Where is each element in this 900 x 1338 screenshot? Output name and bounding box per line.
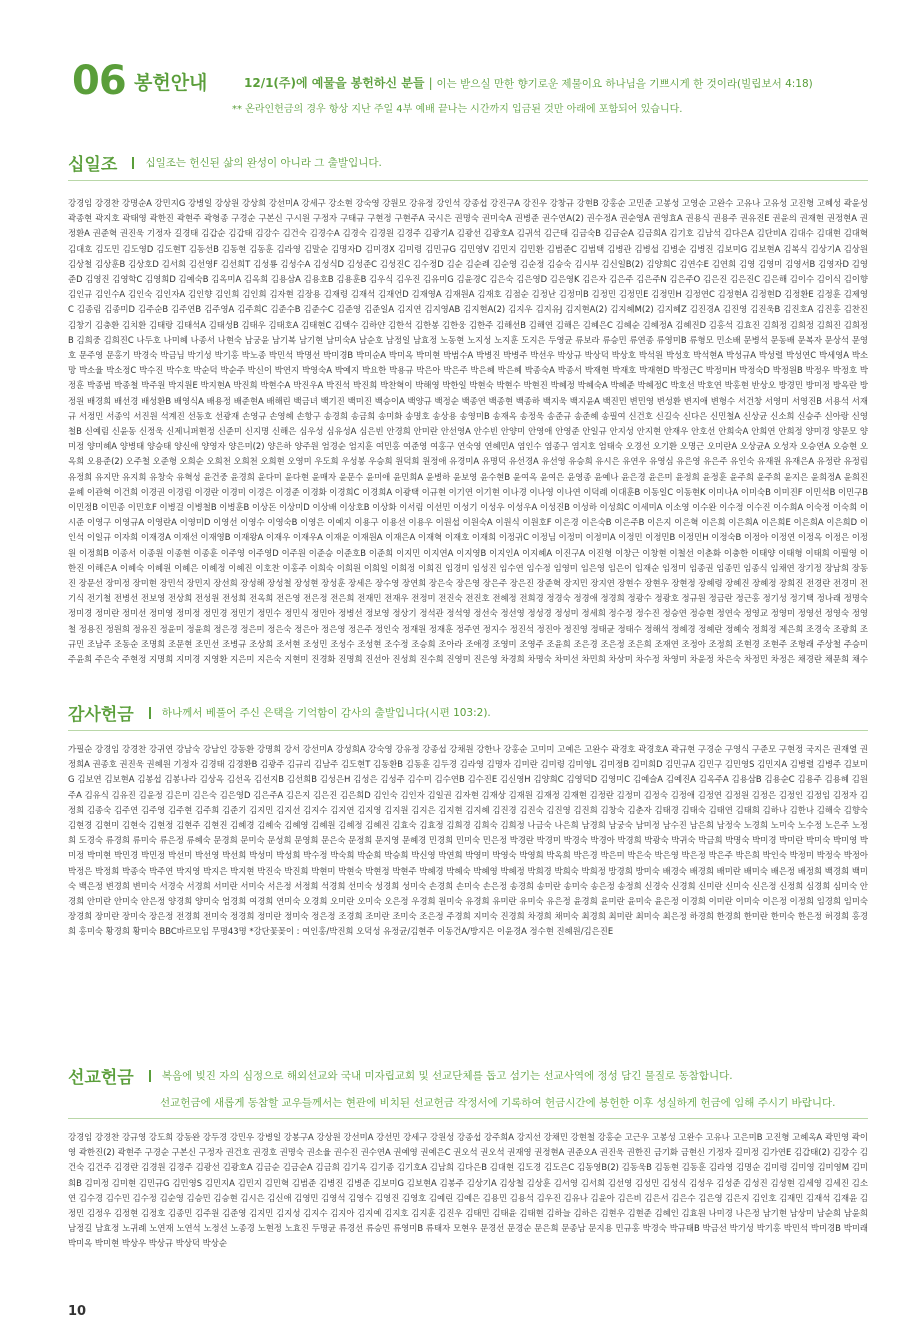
mission-section-header bbox=[68, 1063, 868, 1093]
header-verse: 이는 받으실 만한 향기로운 제물이요 하나님을 기쁘시게 한 것이라(빌립보서 4:18) bbox=[436, 78, 813, 90]
tithe-names: 강경임 강경찬 강명순A 강민지G 강병일 강상원 강상희 강선미A 강세구 강소현 강숙영 강원모 강유정 강인석 강종섭 강진구A 강진우 강창규 강현B 강홍순 고민준 고봉성 고영순 고완수 고유나 고유성 고진형 고혜성 곽윤성 곽종현 곽지호 곽태영 곽한진 곽현주 곽형종 구경순 구본신 구시원 구정자 구태규 구현정 구현주A 국시은 권명숙 권미숙A 권병준 권수연A(2) 권수정A 권순영A 권영효A 권용식 권용주 권유진E 권윤의 권재현 권정현A 권정환A 권준혁 권진욱 기정자 길경태 김갑순 김갑태 김강수 김건숙 김경수A 김경숙 김경원 김경주 김광기A 김광선 김광호A 김귀석 김근태 김금숙B 김금순A 김금희A 김기호 김남석 김다은A 김단비A 김대수 김대현 김대혁 김대호 김도민 김도영D 김도현T 김동선B 김동현 김동훈 김라영 김말순 김명자D 김미경X 김미령 김민규G 김민영V 김민지 김민환 김범준C 김범택 김병관 김병섭 김병순 김병진 김보미G 김보현A 김복식 김상기A 김상원 김상철 김상훈B 김상호D 김서희 김선영F 김선희T 김성룡 김성수A 김성식D 김성준C 김성진C 김수정D 김순 김순례 김순영 김순정 김승숙 김시부 김신일B(2) 김양희C 김연수E 김연희 김영 김영미 김영서B 김영자D 김영준D 김영진 김영학C 김영희D 김예숙B 김옥미A 김옥희 김용삼A 김용호B 김용훈B 김우식 김우진 김유미G 김윤경C 김은숙 김은영D 김은영K 김은자 김은주 김은주N 김은주O 김은진 김은진C 김은해 김이수 김이식 김이향 김인규 김인수A 김인숙 김인자A 김인향 김인희 김인희 김자현 김장용 김재령 김재석 김재언D 김재영A 김재원A 김재호 김점순 김정난 김정미B 김정민 김정민E 김정민H 김정연C 김정현A 김정현D 김정환E 김정훈 김제영C 김종림 김종미D 김주순B 김주연B 김주영A 김주희C 김준수B 김준수C 김준영 김준일A 김지연 김지영AB 김지현A(2) 김지우 김지유J 김지현A(2) 김지혜M(2) 김지혜Z 김진경A 김진영 김진욱B 김진호A 김진홍 김찬진 김창기 김충환 김치환 김태랑 김태석A 김태성B 김태우 김태호A 김태현C 김택수 김하얀 김한석 김한봉 김한웅 김한주 김해선B 김해연 김해은 김혜은C 김혜순 김혜정A 김혜진D 김홍석 김효진 김희정 김희정 김희진 김희정B 김희중 김희진C 나두호 나미혜 나종서 나현숙 남궁윤 남기복 남기현 남미숙A 남순호 남정일 남효정 노동현 노지성 노지훈 도지은 두영균 류보라 류승민 류연종 류영미B 류형모 민소배 문병석 문동배 문복자 문상석 문영호 문주영 문홍기 박경숙 박금님 박기성 박기홍 박노종 박민석 박명선 박미경B 박미순A 박미옥 박미현 박범수A 박병진 박병주 박선우 박상규 박상덕 박상호 박석원 박성호 박석현A 박성규A 박성렬 박성연C 박세영A 박소망 박소율 박소정C 박수진 박수호 박순덕 박순주 박신이 박연지 박영숙A 박예지 박요한 박용규 박은아 박은주 박은혜 박은혜 박종숙A 박종서 박재현 박재호 박재현D 박정근C 박정미H 박정숙D 박정원B 박정우 박정호 박정훈 박종범 박종철 박주원 박지원E 박지현A 박진희 박현수A 박진우A 박진석 박진희 박찬혁이 박해영 박한일 박현숙 박현수 박현진 박혜정 박혜숙A 박혜준 박혜정C 박호선 박호연 박홍현 반상오 방경민 방미정 방옥란 방정원 배경희 배선경 배성환B 배영식A 배용정 배준현A 배해린 백금녀 백기진 백미진 백승이A 백양규 백정순 백종연 백종현 백종하 백지욱 백지윤A 백진민 변민영 변성환 변지애 변형수 서건창 서영미 서영진B 서용석 서재규 서정민 서종익 서진원 석계진 선동호 선광재 손영규 손영혜 손항구 송경희 송금희 송미화 송명호 송상용 송영미B 송재옥 송정욱 송준규 송준혜 송필여 신건호 신길숙 신다은 신민철A 신상균 신소희 신승주 신아랑 신영철B 신예림 신윤동 신정욱 신제니퍼현정 신준미 신지명 신해은 심우성 심유성A 심은빈 안경희 안미란 안선영A 안수빈 안양미 안영애 안영준 안일규 안지성 안지현 안재우 안호선 안희숙A 안희연 안희정 양미경 양문모 양미정 양미혜A 양병태 양승태 양신애 양영자 양은미(2) 양은하 양주원 엄경순 엄지훈 여민홍 여준영 여홍구 연숙영 연혜민A 염인수 염종구 염지호 엄태숙 오경선 오기환 오명근 오미란A 오상균A 오성자 오승연A 오승현 오옥희 오용준(2) 오주철 오준형 오희순 오희천 오희천 오희현 오영미 우도희 우성봉 우승희 원덕희 원정애 유경미A 유명덕 유선경A 유선영 유승희 유시은 유연우 유영심 유은영 유은주 유인숙 유재원 유재은A 유정란 유정림 유정희 유지만 유지희 유창숙 유혁성 윤건중 윤경희 윤다미 윤다현 윤매자 윤문수 윤미애 윤민희A 윤병하 윤보영 윤수현B 윤여옥 윤여은 윤영종 윤예나 윤은경 윤은미 윤정희 윤정훈 윤주희 윤주희 윤지은 윤희정A 윤희진 윤혜 이관혁 이건희 이경권 이경림 이경란 이경미 이경은 이경준 이경화 이경희C 이경희A 이광택 이규현 이기연 이기현 이나경 이나영 이나연 이덕례 이대훈B 이동일C 이동현K 이미나A 이미숙B 이미진F 이민석B 이민구B 이민정B 이민종 이민호F 이병걸 이병철B 이병훈B 이상돈 이상미D 이상배 이상호B 이상화 이서림 이선민 이성기 이성우 이성우A 이성진B 이성하 이성희C 이세미A 이소영 이수완 이수정 이수진 이수희A 이숙정 이숙희 이시준 이영구 이영규A 이영란A 이영미D 이영선 이영수 이영숙B 이영은 이예지 이용구 이용선 이용우 이원섭 이원숙A 이원식 이원호F 이은경 이은숙B 이은주B 이은지 이은혁 이은희 이은희A 이은희E 이은희A 이은희D 이인석 이일규 이자희 이재경A 이재선 이재영B 이재왕A 이재우 이재우A 이재운 이재원A 이재은A 이재혁 이재호 이재희 이정귀C 이정님 이정미 이정미A 이정민 이정민B 이정민H 이정숙B 이정아 이정연 이정옥 이정은 이정원 이정희B 이종서 이종원 이종현 이종훈 이주영 이주영D 이주원 이준승 이준호B 이준희 이지민 이지연A 이지영B 이지인A 이지혜A 이진구A 이진형 이창근 이창현 이철선 이춘화 이충한 이태양 이태형 이태희 이필영 이한진 이해은A 이혜숙 이혜원 이혜은 이혜정 이혜진 이호찬 이홍주 이희숙 이희원 이희일 이희정 이희진 임경미 임성진 임수연 임수정 임영미 임은영 임은이 임재순 임정미 임종권 임종민 임종식 임채연 장기정 장남희 장동진 장문선 장미정 장미현 장민석 장민지 장선희 장성해 장성철 장성현 장성훈 장세은 장수영 장연희 장은숙 장은영 장은주 장은진 장준혁 장지민 장지연 장현수 장현우 장현정 장혜령 장혜진 장혜정 장희진 전경란 전경미 전기식 전기철 전병선 전보영 전상희 전성원 전성희 전옥희 전은영 전은정 전은희 전재민 전재우 전정미 전진숙 전진호 전혜정 전희경 정경숙 정경애 정경희 정광수 정광호 정규원 정금란 정근홍 정기성 정기택 정나래 정명숙 정미경 정미란 정미선 정미영 정미정 정민경 정민기 정민수 정민식 정민아 정병선 정보영 정상기 정석관 정석영 정선숙 정선영 정성경 정성미 정세희 정수정 정수진 정승연 정승현 정연숙 정영교 정영미 정영선 정영숙 정영철 정용진 정원희 정유진 정윤미 정윤희 정은경 정은미 정은숙 정은아 정은영 정은주 정인숙 정재원 정재훈 정주연 정지수 정진석 정진아 정진영 정태균 정태수 정해석 정혜경 정혜란 정혜숙 정희정 제은희 조경숙 조광희 조규민 조남주 조동순 조명희 조문현 조민선 조병규 조상희 조서현 조성민 조성수 조성현 조수정 조승희 조아라 조애경 조영미 조영주 조윤희 조은경 조은정 조은희 조재연 조정아 조정희 조현경 조현주 조형래 주상철 주승미 주윤희 주은숙 주현정 지명희 지미경 지영환 지은미 지은숙 지현미 진경화 진명희 진선아 진성희 진수희 진영미 진은영 차경희 차명숙 차미선 차민희 차상미 차수정 차영미 차윤정 차은숙 차정민 차정은 채경란 채문희 채수 bbox=[68, 198, 868, 665]
mission-description-2: 선교헌금에 새롭게 동참할 교우들께서는 현관에 비치된 선교헌금 작정서에 기록하여 헌금시간에 봉헌한 이후 성실하게 헌금에 임해 주시기 바랍니다. bbox=[160, 1097, 836, 1109]
page-number: 10 bbox=[68, 1304, 87, 1319]
section-number: 06 bbox=[72, 58, 126, 104]
header-separator: | bbox=[428, 76, 437, 90]
thanks-section-header bbox=[68, 700, 868, 730]
mission-divider bbox=[149, 1070, 151, 1082]
mission-description: 복음에 빚진 자의 심정으로 해외선교와 국내 미자립교회 및 선교단체를 돕고 섬기는 선교사역에 정성 담긴 물질로 동참합니다. bbox=[161, 1070, 733, 1082]
page-title: 봉헌안내 bbox=[134, 72, 208, 94]
mission-names: 강경임 강경찬 강규영 강도희 강동완 강두경 강민우 강병일 강봉구A 강상원 강선미A 강선민 강세구 강원성 강종섭 강주희A 강지선 강채민 강현철 강홍순 고근우 고봉성 고완수 고유나 고은미B 고진형 고혜옥A 곽민영 곽이영 곽한진(2) 곽현주 구경순 구본신 구정자 권건호 권경호 권명숙 권소율 권수진 권수연A 권예영 권예은C 권오석 권오석 권재영 권정현A 권준오A 권진욱 권한진 금기화 금현신 기정자 길미정 김가연E 김갑태(2) 김강수 김건숙 김건주 김경란 김경원 김경주 김광선 김광호A 김금순 김금순A 김금희 김기옥 김기종 김기호A 김남희 김다은B 김대현 김도경 김도은C 김동영B(2) 김동욱B 김동현 김동훈 김라영 김명순 김미령 김미영 김미영M 김미희B 김미정 김미현 김민규G 김민영S 김민지A 김민지 김민혁 김범준 김병진 김병준 김보미G 김보현A 김봉주 김상기A 김상철 김상훈 김서영 김서희 김선영 김성민 김성식 김성우 김성준 김성진 김성현 김세영 김세진 김소연 김수경 김수민 김수정 김순영 김승민 김승현 김시은 김신애 김영민 김영석 김영수 김영진 김영호 김예린 김예은 김용민 김용석 김우진 김유나 김윤아 김은비 김은서 김은수 김은영 김은지 김인호 김재민 김재석 김재윤 김정민 김정우 김정현 김정호 김종민 김주원 김준영 김지민 김지성 김지수 김지아 김지예 김지호 김지훈 김진우 김태민 김태윤 김태현 김하늘 김하은 김현우 김현준 김혜인 김효원 나미경 나은정 남기현 남상미 남순희 남윤희 남정길 남효정 노귀례 노연재 노연석 노정선 노종경 노현정 노효진 두명균 류경선 류승민 류영미B 류태자 모현우 문경선 문경순 문은희 문종남 문지용 민규홍 박경숙 박규태B 박금선 박기성 박기홍 박민석 박미경B 박미래 박미옥 박미현 박상우 박상규 박상덕 박상순 bbox=[68, 1132, 868, 1249]
tithe-section-header bbox=[68, 150, 868, 180]
thanks-rule bbox=[68, 730, 868, 731]
thanks-title: 감사헌금 bbox=[68, 705, 134, 725]
mission-rule bbox=[68, 1118, 868, 1119]
tithe-description: 십일조는 헌신된 삶의 완성이 아니라 그 출발입니다. bbox=[145, 157, 382, 169]
mission-title: 선교헌금 bbox=[68, 1068, 134, 1088]
offering-header bbox=[72, 58, 872, 118]
header-theme bbox=[244, 74, 813, 91]
tithe-title: 십일조 bbox=[68, 155, 118, 175]
thanks-names: 가필순 강경임 강경찬 강귀연 강남숙 강남인 강동환 강명희 강서 강선미A 강성희A 강숙영 강유정 강종섭 강채원 강한나 강홍순 고미미 고예은 고완수 곽경호 곽경호A 곽규현 구경순 구영식 구준모 구현정 국지은 권재열 권정희A 권종호 권진욱 권혜원 기정자 김경태 김경환B 김광주 김규리 김남주 김도현T 김동환B 김동훈 김두경 김라영 김명자 김미란 김미령 김미영L 김미정B 김미희D 김민규A 김민구 김민영S 김민지A 김병렬 김병주 김보미G 김보연 김보현A 김봉섭 김봉나라 김상옥 김선옥 김선지B 김선희B 김성은H 김성은 김성주 김수미 김수연B 김수진E 김신영H 김양희C 김영덕D 김영미C 김예슬A 김예진A 김옥주A 김용삼B 김용순C 김용주 김용혜 김원주A 김유식 김유진 김윤정 김은미 김은숙 김은영D 김은주A 김은지 김은진 김은희D 김인숙 김인자 김일권 김자현 김재상 김재원 김재정 김재현 김정란 김정미 김정숙 김정애 김정연 김정원 김정은 김정인 김정임 김정자 김정희 김종숙 김주연 김주영 김주현 김주희 김준기 김지민 김지선 김지수 김지연 김지영 김지원 김지은 김지현 김지혜 김진경 김진숙 김진영 김진희 김창숙 김춘자 김태경 김태숙 김태연 김태희 김하나 김한나 김해숙 김향숙 김현경 김현미 김현숙 김현정 김현주 김현진 김혜경 김혜숙 김혜영 김혜원 김혜정 김혜진 김효숙 김효정 김희경 김희숙 김희정 나금숙 나은희 남경희 남궁숙 남미정 남수진 남은희 남정숙 노경희 노미숙 노수정 노은주 노정희 도경숙 류경희 류미숙 류은정 류혜숙 문경희 문미숙 문성희 문영희 문은숙 문정희 문지영 문혜경 민경희 민미숙 민은정 박경란 박경미 박경숙 박경아 박경희 박광숙 박귀숙 박금희 박명숙 박미경 박미란 박미숙 박미영 박미정 박미현 박민경 박민정 박선미 박선영 박선희 박성미 박성희 박수정 박숙희 박순희 박승희 박신영 박연희 박영미 박영숙 박영희 박옥희 박은경 박은미 박은숙 박은영 박은정 박은주 박은희 박인숙 박정미 박정숙 박정아 박정은 박정희 박종숙 박주연 박지영 박지은 박지현 박진숙 박진희 박현미 박현숙 박현정 박현주 박혜경 박혜숙 박혜영 박혜정 박희경 박희숙 박희정 방경희 방미숙 배경숙 배경희 배미란 배미숙 배은정 배정희 백경희 백미숙 백은정 변경희 변미숙 서경숙 서경희 서미란 서미숙 서은정 서정희 석경희 선미숙 성경희 성미숙 손경희 손미숙 손은정 송경희 송미란 송미숙 송은정 송정희 신경숙 신경희 신미란 신미숙 신은정 신정희 심경희 심미숙 안경희 안미란 안미숙 안은정 양경희 양미숙 엄경희 여경희 연미숙 오경희 오미란 오미숙 오은정 우경희 원미숙 유경희 유미란 유미숙 유은정 윤경희 윤미란 윤미숙 윤은정 이경희 이미란 이미숙 이은정 이정희 임경희 임미숙 장경희 장미란 장미숙 장은정 전경희 전미숙 정경희 정미란 정미숙 정은정 조경희 조미란 조미숙 조은정 주경희 지미숙 진경희 차경희 채미숙 최경희 최미란 최미숙 최은정 하경희 한경희 한미란 한미숙 한은정 허경희 홍경희 홍미숙 황경희 황미숙 BBC바르모임 무명43명 *강단꽃꽂이 : 여인홍/박진희 오덕성 유정균/김현주 이동건A/방지은 이윤경A 정수현 진혜원/김은진E bbox=[68, 744, 868, 937]
header-theme-text: 12/1(주)에 예물을 봉헌하신 분들 bbox=[244, 76, 425, 90]
thanks-description: 하나께서 베풀어 주신 은택을 기억함이 감사의 출발입니다(시편 103:2). bbox=[161, 707, 491, 719]
tithe-rule bbox=[68, 180, 868, 181]
header-note: ** 온라인헌금의 경우 항상 지난 주일 4부 예배 끝나는 시간까지 입금된 것만 아래에 포함되어 있습니다. bbox=[232, 104, 683, 115]
thanks-divider bbox=[149, 707, 151, 719]
tithe-divider bbox=[132, 157, 134, 169]
